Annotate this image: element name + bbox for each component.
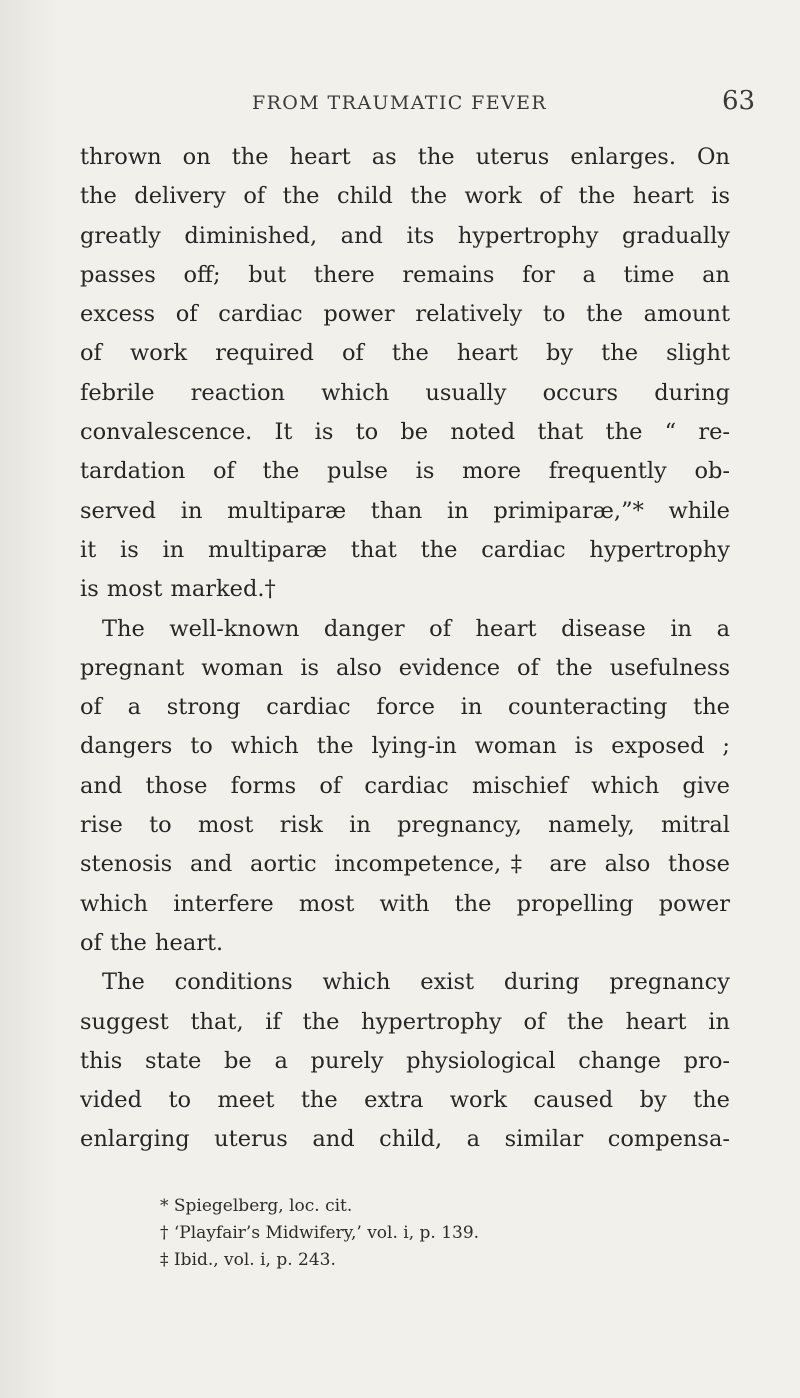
text-line: rise to most risk in pregnancy, namely, mitral <box>80 812 730 839</box>
page-number: 63 <box>722 86 756 116</box>
text-line: is most marked.† <box>80 576 276 603</box>
text-line: suggest that, if the hypertrophy of the heart in <box>80 1008 730 1035</box>
footnote: * Spiegelberg, loc. cit. <box>160 1196 353 1216</box>
text-line: convalescence. It is to be noted that the “ re- <box>80 419 730 446</box>
text-line: pregnant woman is also evidence of the usefulness <box>80 654 730 681</box>
running-title: FROM TRAUMATIC FEVER <box>252 92 548 114</box>
text-line: it is in multiparæ that the cardiac hypertrophy <box>80 536 730 563</box>
text-line: and those forms of cardiac mischief which give <box>80 772 730 799</box>
text-line: the delivery of the child the work of the heart is <box>80 183 730 210</box>
text-line: tardation of the pulse is more frequently ob- <box>80 458 730 485</box>
footnotes <box>160 1193 720 1274</box>
text-line: enlarging uterus and child, a similar compensa- <box>80 1126 730 1153</box>
text-line: of the heart. <box>80 929 224 956</box>
paragraph-start-line: The well-known danger of heart disease in a <box>102 615 730 642</box>
text-line: of a strong cardiac force in counteracting the <box>80 694 730 721</box>
text-line: this state be a purely physiological change pro- <box>80 1047 730 1074</box>
text-line: febrile reaction which usually occurs during <box>80 379 730 406</box>
text-line: of work required of the heart by the slight <box>80 340 730 367</box>
paragraph-start-line: The conditions which exist during pregnancy <box>102 969 730 996</box>
text-line: stenosis and aortic incompetence,‡ are also those <box>80 851 730 878</box>
body-text <box>80 138 730 1160</box>
text-line: dangers to which the lying-in woman is exposed ; <box>80 733 730 760</box>
text-line: which interfere most with the propelling power <box>80 890 730 917</box>
text-line: excess of cardiac power relatively to the amount <box>80 301 730 328</box>
running-head <box>0 86 800 122</box>
footnote: † ‘Playfair’s Midwifery,’ vol. i, p. 139. <box>160 1223 480 1243</box>
text-line: served in multiparæ than in primiparæ,”* while <box>80 497 730 524</box>
footnote: ‡ Ibid., vol. i, p. 243. <box>160 1250 336 1270</box>
text-line: passes off; but there remains for a time an <box>80 261 730 288</box>
text-line: thrown on the heart as the uterus enlarges. On <box>80 144 730 170</box>
text-line: greatly diminished, and its hypertrophy gradually <box>80 222 730 249</box>
text-line: vided to meet the extra work caused by the <box>80 1087 730 1114</box>
